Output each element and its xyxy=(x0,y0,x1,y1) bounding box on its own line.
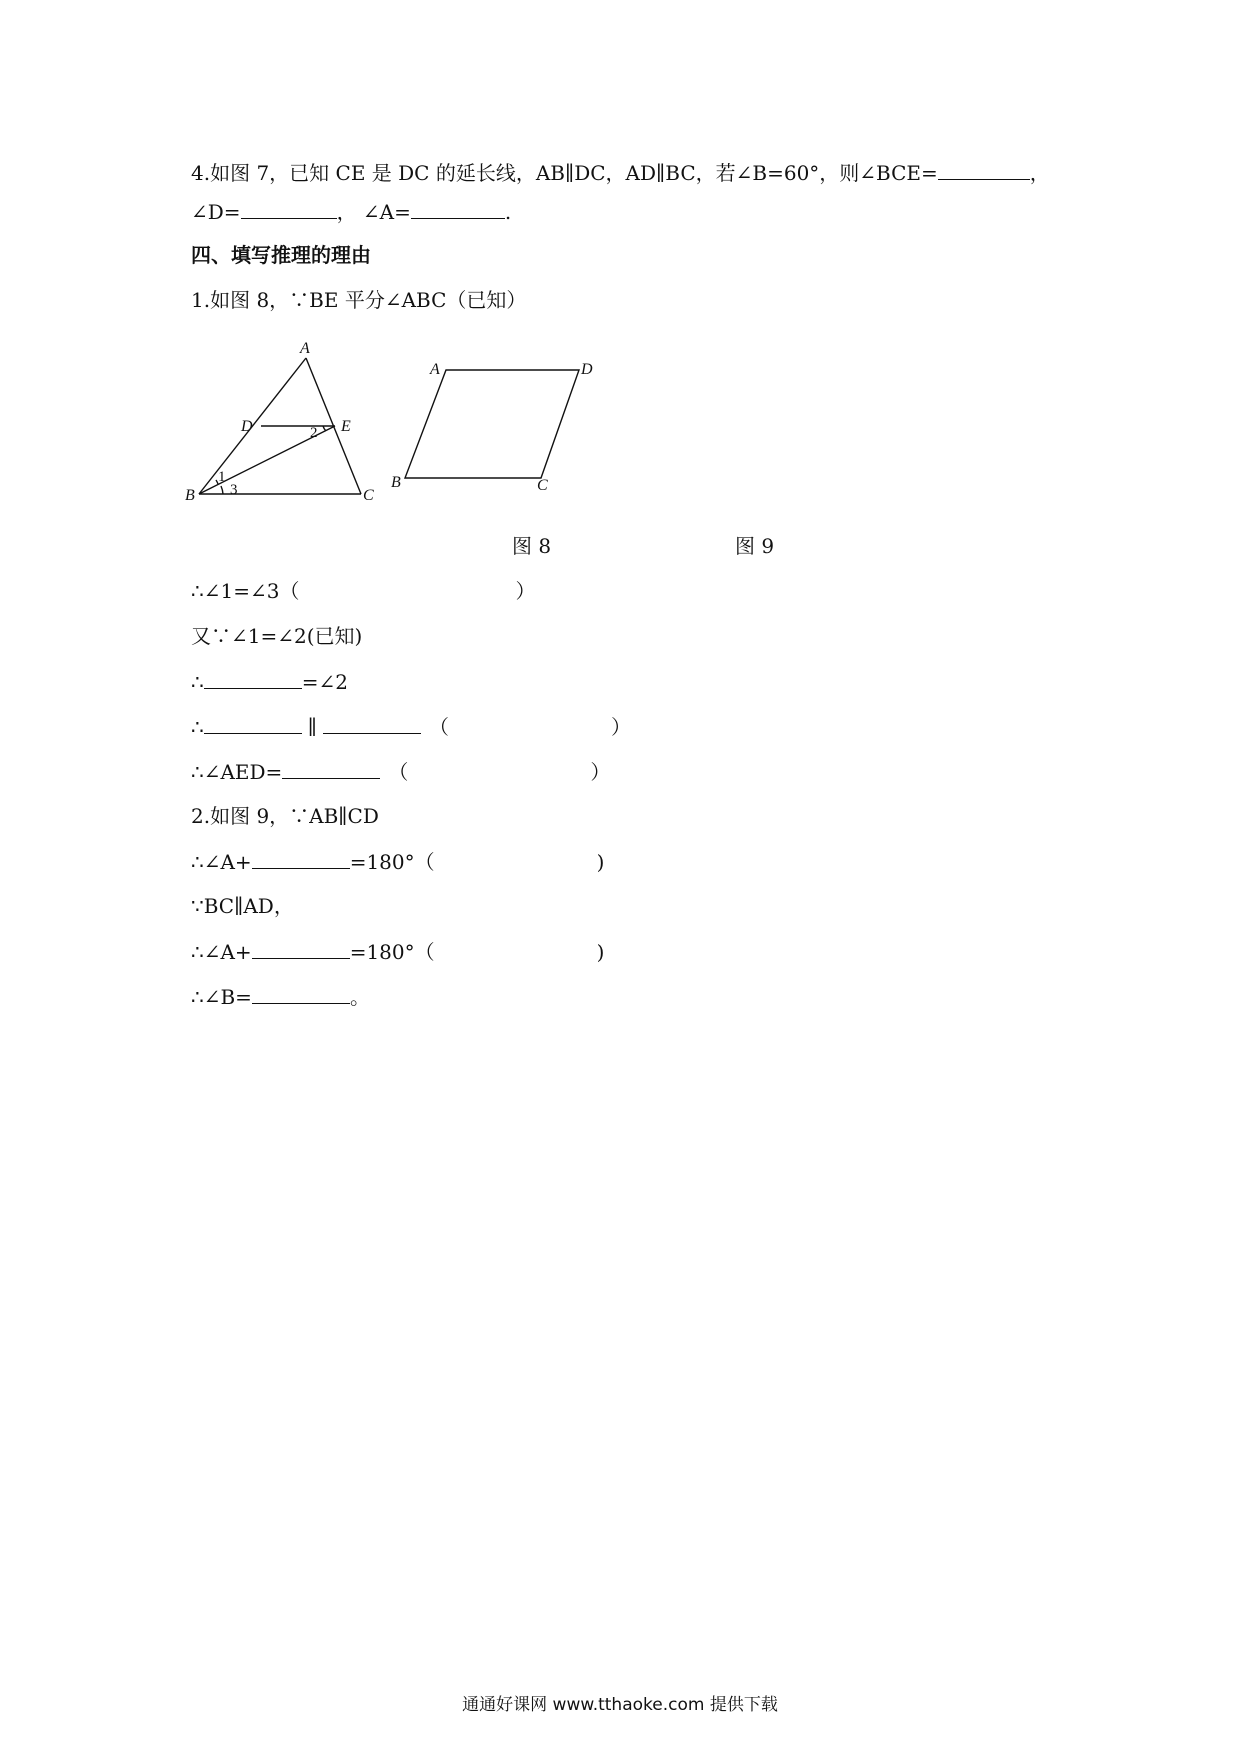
paren-close: ) xyxy=(596,940,605,964)
q2-step-1-text: ∴∠A+ xyxy=(191,850,252,874)
answer-blank-q2-4[interactable] xyxy=(252,983,350,1004)
answer-blank-a[interactable] xyxy=(411,198,505,219)
therefore-symbol: ∴ xyxy=(191,715,204,739)
fig8-label-3: 3 xyxy=(230,482,238,498)
punctuation: 。 xyxy=(349,985,370,1009)
q1-step-3-text: =∠2 xyxy=(301,670,348,694)
paren-close: ） xyxy=(515,579,536,603)
q1-step-2: 又∵∠1=∠2(已知) xyxy=(191,624,363,648)
q2-step-3-value: =180°（ xyxy=(349,940,435,964)
fig9-label-a: A xyxy=(430,361,440,378)
q2-step-3-text: ∴∠A+ xyxy=(191,940,252,964)
footer-text: 通通好课网 www.tthaoke.com 提供下载 xyxy=(462,1695,778,1715)
punctuation: . xyxy=(504,200,512,224)
figure-8 xyxy=(185,338,385,508)
fig8-label-e: E xyxy=(341,418,351,435)
q2-step-3 xyxy=(191,938,604,965)
fig8-label-d: D xyxy=(241,418,253,435)
answer-blank-q1-4b[interactable] xyxy=(323,713,421,734)
answer-blank-q1-5[interactable] xyxy=(282,758,380,779)
angle-d-label: ∠D= xyxy=(191,200,241,224)
fig9-label-d: D xyxy=(581,361,593,378)
paren-open: （ xyxy=(428,715,449,739)
paren-close: ） xyxy=(590,760,611,784)
paren-close: ） xyxy=(610,715,631,739)
answer-blank-d[interactable] xyxy=(241,198,337,219)
fig8-label-b: B xyxy=(185,487,195,504)
paren-close: ) xyxy=(596,850,605,874)
question-1-intro: 1.如图 8，∵BE 平分∠ABC（已知） xyxy=(191,288,527,312)
answer-blank-bce[interactable] xyxy=(938,159,1030,180)
q2-step-4 xyxy=(191,983,370,1010)
fig9-label-b: B xyxy=(391,474,401,491)
q2-step-1 xyxy=(191,848,604,875)
fig8-label-2: 2 xyxy=(310,425,318,441)
q1-step-1 xyxy=(191,578,535,604)
answer-blank-q2-3[interactable] xyxy=(252,938,350,959)
figure-9 xyxy=(388,355,598,495)
q2-step-1-value: =180°（ xyxy=(349,850,435,874)
punctuation: ， xyxy=(1029,161,1050,185)
q1-step-5-text: ∴∠AED= xyxy=(191,760,283,784)
therefore-symbol: ∴ xyxy=(191,670,204,694)
q1-step-3 xyxy=(191,668,348,695)
fig8-label-c: C xyxy=(363,487,374,504)
parallel-symbol: ∥ xyxy=(307,715,317,739)
problem-4-line-1 xyxy=(191,159,1050,186)
answer-blank-q1-4a[interactable] xyxy=(204,713,302,734)
fig9-label-c: C xyxy=(537,477,548,494)
answer-blank-q2-1[interactable] xyxy=(252,848,350,869)
figure-8-caption: 图 8 xyxy=(512,534,552,558)
figure-9-caption: 图 9 xyxy=(735,534,775,558)
q2-step-2: ∵BC∥AD， xyxy=(191,894,294,918)
question-2-intro: 2.如图 9，∵AB∥CD xyxy=(191,804,379,828)
section-title: 四、填写推理的理由 xyxy=(191,243,371,267)
problem-4-text: 4.如图 7，已知 CE 是 DC 的延长线，AB∥DC，AD∥BC，若∠B=60°，则∠BCE= xyxy=(191,161,938,185)
fig8-label-1: 1 xyxy=(218,469,226,485)
problem-4-line-2 xyxy=(191,198,511,225)
parallelogram-abcd xyxy=(405,370,579,478)
q2-step-4-text: ∴∠B= xyxy=(191,985,252,1009)
paren-open: （ xyxy=(388,760,409,784)
answer-blank-q1-3[interactable] xyxy=(204,668,302,689)
q1-step-1-text: ∴∠1=∠3（ xyxy=(191,579,300,603)
angle-a-label: ， ∠A= xyxy=(336,200,411,224)
q1-step-4 xyxy=(191,713,631,740)
q1-step-5 xyxy=(191,758,610,785)
fig8-label-a: A xyxy=(300,340,310,357)
